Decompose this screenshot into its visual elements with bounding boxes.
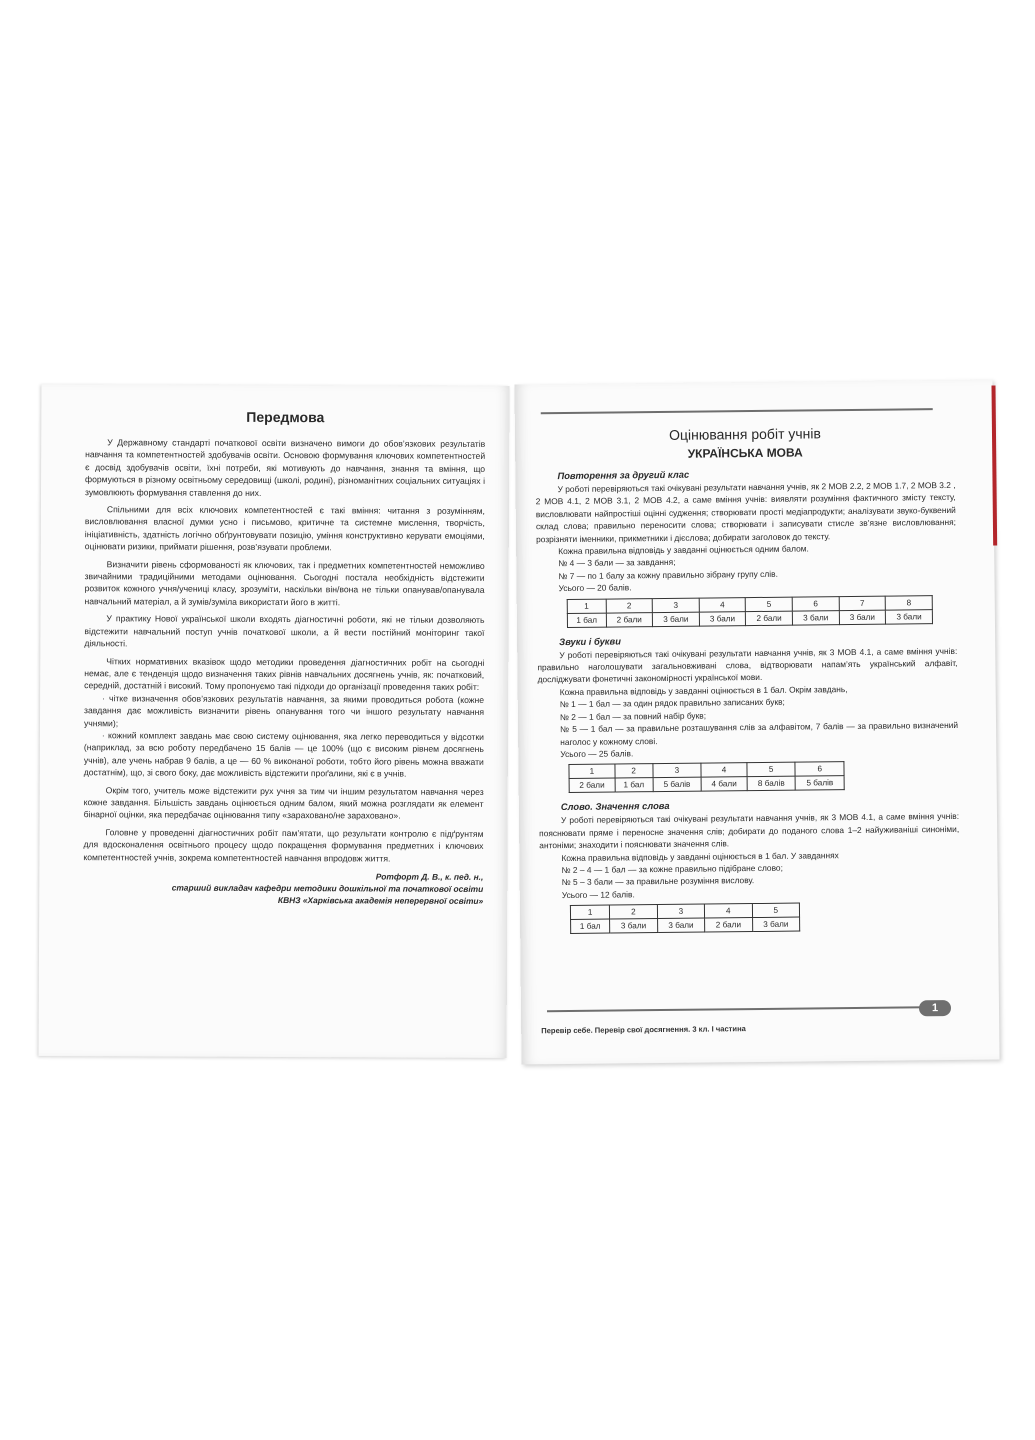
scoring-line: Кожна правильна відповідь у завданні оцінюється в 1 бал. У завданнях bbox=[561, 849, 839, 863]
page-footer: Перевір себе. Перевір свої досягнення. 3 кл. І частина bbox=[541, 1024, 746, 1036]
subject-title: УКРАЇНСЬКА МОВА bbox=[687, 445, 803, 461]
paragraph: Головне у проведенні діагностичних робіт пам’ятати, що результати контролю є підґрунтям для вдосконалення освітнього процесу щодо покращення формування предметних і ключових компетентностей учнів, зокрема компетентностей навчання впродовж життя. bbox=[83, 827, 484, 864]
task-points: 5 балів bbox=[795, 776, 844, 791]
task-points: 2 бали bbox=[705, 918, 753, 932]
task-number: 4 bbox=[701, 763, 747, 777]
scoring-total: Усього — 20 балів. bbox=[558, 582, 632, 594]
task-number: 2 bbox=[615, 764, 653, 778]
task-points: 3 бали bbox=[699, 611, 746, 625]
page-number-badge: 1 bbox=[919, 1000, 951, 1016]
signature-line: старший викладач кафедри методики дошкільної та початкової освіти bbox=[171, 882, 484, 894]
scoring-line: Кожна правильна відповідь у завданні оцінюється в 1 бал. Окрім завдань, bbox=[559, 683, 848, 697]
score-table bbox=[568, 761, 844, 793]
task-number: 2 bbox=[606, 598, 653, 612]
section-heading: Звуки і букви bbox=[559, 635, 621, 647]
scoring-line: Кожна правильна відповідь у завданні оцінюється одним балом. bbox=[558, 543, 809, 557]
task-number: 1 bbox=[569, 764, 615, 778]
task-points: 1 бал bbox=[567, 613, 606, 627]
scoring-line: № 1 — 1 бал — за один рядок правильно записаних букв; bbox=[559, 696, 785, 710]
preface-content bbox=[83, 408, 485, 907]
task-points: 3 бали bbox=[657, 918, 705, 932]
task-points: 8 балів bbox=[747, 776, 796, 791]
task-points: 1 бал bbox=[571, 919, 610, 933]
task-points: 5 балів bbox=[653, 777, 702, 792]
paragraph: У Державному стандарті початкової освіти визначено вимоги до обов’язкових результатів навчання та компетентностей здобувачів освіти. Основою формування ключових компетентностей є досвід здобувачів освіти, їхні потреби, які мотивують до навчання, знання та вміння, що формуються в різному освітньому середовищі (школі, родині), різноманітних соціальних ситуаціях і зумовлюють формування ставлення до них. bbox=[84, 437, 486, 498]
signature-line: Ротфорт Д. В., к. пед. н., bbox=[375, 871, 484, 882]
section-intro: У роботі перевіряються такі очікувані результати навчання учнів, як 3 МОВ 4.1, а саме вміння учнів: правильно наголошувати загальновживані слова, відтворювати напам’ять український алфавіт, досліджувати фонетичні закономірності української мови. bbox=[537, 645, 958, 685]
bullet-item: · кожний комплект завдань має свою систему оцінювання, яка легко переводиться у відсотки (наприклад, за всю роботу передбачено 15 балів — це 100% (що є високим рівнем досягнень учнів), але учень набрав 9 балів, а це — 60 % виконаної роботи, тобто його рівень можна вважати достатнім), що, зі свого боку, дає можливість відстежити проґалини, які є в учнів. bbox=[83, 730, 484, 779]
task-number: 1 bbox=[567, 599, 606, 613]
table-row bbox=[571, 917, 800, 933]
paragraph: Визначити рівень сформованості як ключових, так і предметних компетентностей неможливо звичайними традиційними методами оцінювання. Сьогодні постала необхідність відстежити розвиток кожного учня/учениці класу, зрозуміти, наскільки він/вона не тільки опанував/опанувала навчальний матеріал, а й зумів/зуміла використати його в житті. bbox=[84, 558, 485, 608]
scoring-line: № 5 – 3 бали — за правильне розуміння вислову. bbox=[561, 875, 755, 888]
section-heading: Повторення за другий клас bbox=[557, 468, 690, 482]
top-divider bbox=[541, 408, 933, 414]
task-points: 3 бали bbox=[610, 919, 658, 933]
bottom-divider bbox=[547, 1006, 939, 1012]
paragraph: У практику Нової української школи входять діагностичні роботи, які не тільки дозволяють відстежити навчальний поступ учнів початкової школи, а й вести постійний моніторинг такої діяльності. bbox=[84, 613, 485, 649]
task-points: 3 бали bbox=[752, 917, 800, 931]
scoring-line: № 7 — по 1 балу за кожну правильно зібрану групу слів. bbox=[558, 568, 778, 581]
assessment-content bbox=[535, 408, 961, 943]
task-number: 4 bbox=[704, 904, 752, 918]
right-page bbox=[514, 380, 999, 1065]
task-number: 3 bbox=[652, 763, 701, 778]
bullet-item: · чітке визначення обов’язкових результатів навчання, за якими проводиться робота (кожне завдання дає можливість визначити рівень опанування того чи іншого результату навчання учнями); bbox=[83, 692, 485, 728]
scoring-line: № 2 — 1 бал — за повний набір букв; bbox=[559, 710, 707, 722]
scoring-line: № 5 — 1 бал — за правильне розташування слів за алфавітом, 7 балів — за правильно визначений наголос у кожному слові. bbox=[560, 719, 959, 747]
table-row bbox=[569, 776, 844, 793]
paragraph: Спільними для всіх ключових компетентностей є такі вміння: читання з розумінням, висловлювання власної думки усно і письмово, критичне та системне мислення, творчість, ініціативність, здатність логічно обґрунтовувати позицію, уміння конструктивно керувати емоціями, оцінювати ризики, приймати рішення, розв’язувати проблеми. bbox=[84, 504, 485, 553]
section-heading: Слово. Значення слова bbox=[560, 800, 670, 813]
left-page bbox=[39, 384, 510, 1058]
task-points: 1 бал bbox=[615, 778, 653, 792]
task-number: 7 bbox=[839, 596, 886, 610]
task-points: 3 бали bbox=[792, 610, 839, 624]
task-number: 6 bbox=[795, 762, 844, 777]
task-number: 3 bbox=[657, 904, 705, 918]
signature-line: КВНЗ «Харківська академія неперервної освіти» bbox=[277, 895, 484, 906]
task-points: 3 бали bbox=[886, 609, 933, 623]
assessment-title: Оцінювання робіт учнів bbox=[668, 425, 821, 443]
task-points: 2 бали bbox=[746, 611, 793, 625]
task-points: 2 бали bbox=[606, 612, 653, 626]
task-points: 3 бали bbox=[839, 610, 886, 624]
score-table bbox=[570, 903, 800, 934]
scoring-total: Усього — 25 балів. bbox=[560, 748, 634, 759]
section-intro: У роботі перевіряються такі очікувані результати навчання учнів, як 3 МОВ 4.1, а саме вміння учнів: пояснювати пряме і переносне значення слів; добирати до поданого слова 1–2 найуживаніші синоніми, антоніми; знаходити і пояснювати значення слів. bbox=[539, 811, 960, 851]
table-row bbox=[567, 609, 932, 627]
task-points: 4 бали bbox=[701, 777, 747, 791]
section-intro: У роботі перевіряються такі очікувані результати навчання учнів, як 2 МОВ 2.2, 2 МОВ 1.7, 2 МОВ 3.2 , 2 МОВ 4.1, 2 МОВ 3.1, 2 МОВ 4.2, а саме вміння учнів: виявляти розуміння фактичного змісту тексту, висловлювати найпростіші оцінні судження; створювати прості медіапродукти; аналізувати звуко-буквений склад слова; правильно переносити слова; створювати і записувати стисле зв’язне висловлювання; розрізняти іменники, прикметники і дієслова; добирати заголовок до тексту. bbox=[535, 479, 956, 544]
task-number: 5 bbox=[747, 762, 796, 777]
task-number: 3 bbox=[652, 598, 699, 612]
preface-title: Передмова bbox=[246, 408, 325, 426]
scoring-line: № 4 — 3 бали — за завдання; bbox=[558, 557, 676, 569]
scoring-total: Усього — 12 балів. bbox=[561, 889, 635, 900]
author-signature bbox=[83, 869, 483, 907]
task-number: 6 bbox=[792, 596, 839, 610]
task-number: 2 bbox=[610, 905, 658, 919]
task-number: 4 bbox=[699, 597, 746, 611]
task-points: 2 бали bbox=[569, 778, 615, 792]
task-number: 8 bbox=[885, 595, 932, 609]
scoring-line: № 2 – 4 — 1 бал — за кожне правильно підібране слово; bbox=[561, 862, 783, 875]
task-number: 5 bbox=[752, 903, 800, 917]
task-number: 1 bbox=[570, 905, 609, 919]
paragraph: Окрім того, учитель може відстежити рух учня за тим чи іншим результатом навчання через кожне завдання. Більшість завдань оцінюється одним балом, який можна розглядати як елемент бінарної оцінки, яка передбачає оцінювання типу «зараховано/не зараховано». bbox=[83, 784, 484, 821]
paragraph: Чітких нормативних вказівок щодо методики проведення діагностичних робіт на сьогодні немає, але є тенденція щодо визначення таких рівнів навчальних досягнень учнів, як: початковий, середній, достатній і високий. Тому пропонуємо такі підходи до організації проведення таких робіт: bbox=[84, 655, 485, 693]
task-points: 3 бали bbox=[652, 612, 699, 626]
page-edge-marker bbox=[991, 385, 997, 545]
score-table bbox=[567, 595, 933, 628]
task-number: 5 bbox=[746, 597, 793, 611]
